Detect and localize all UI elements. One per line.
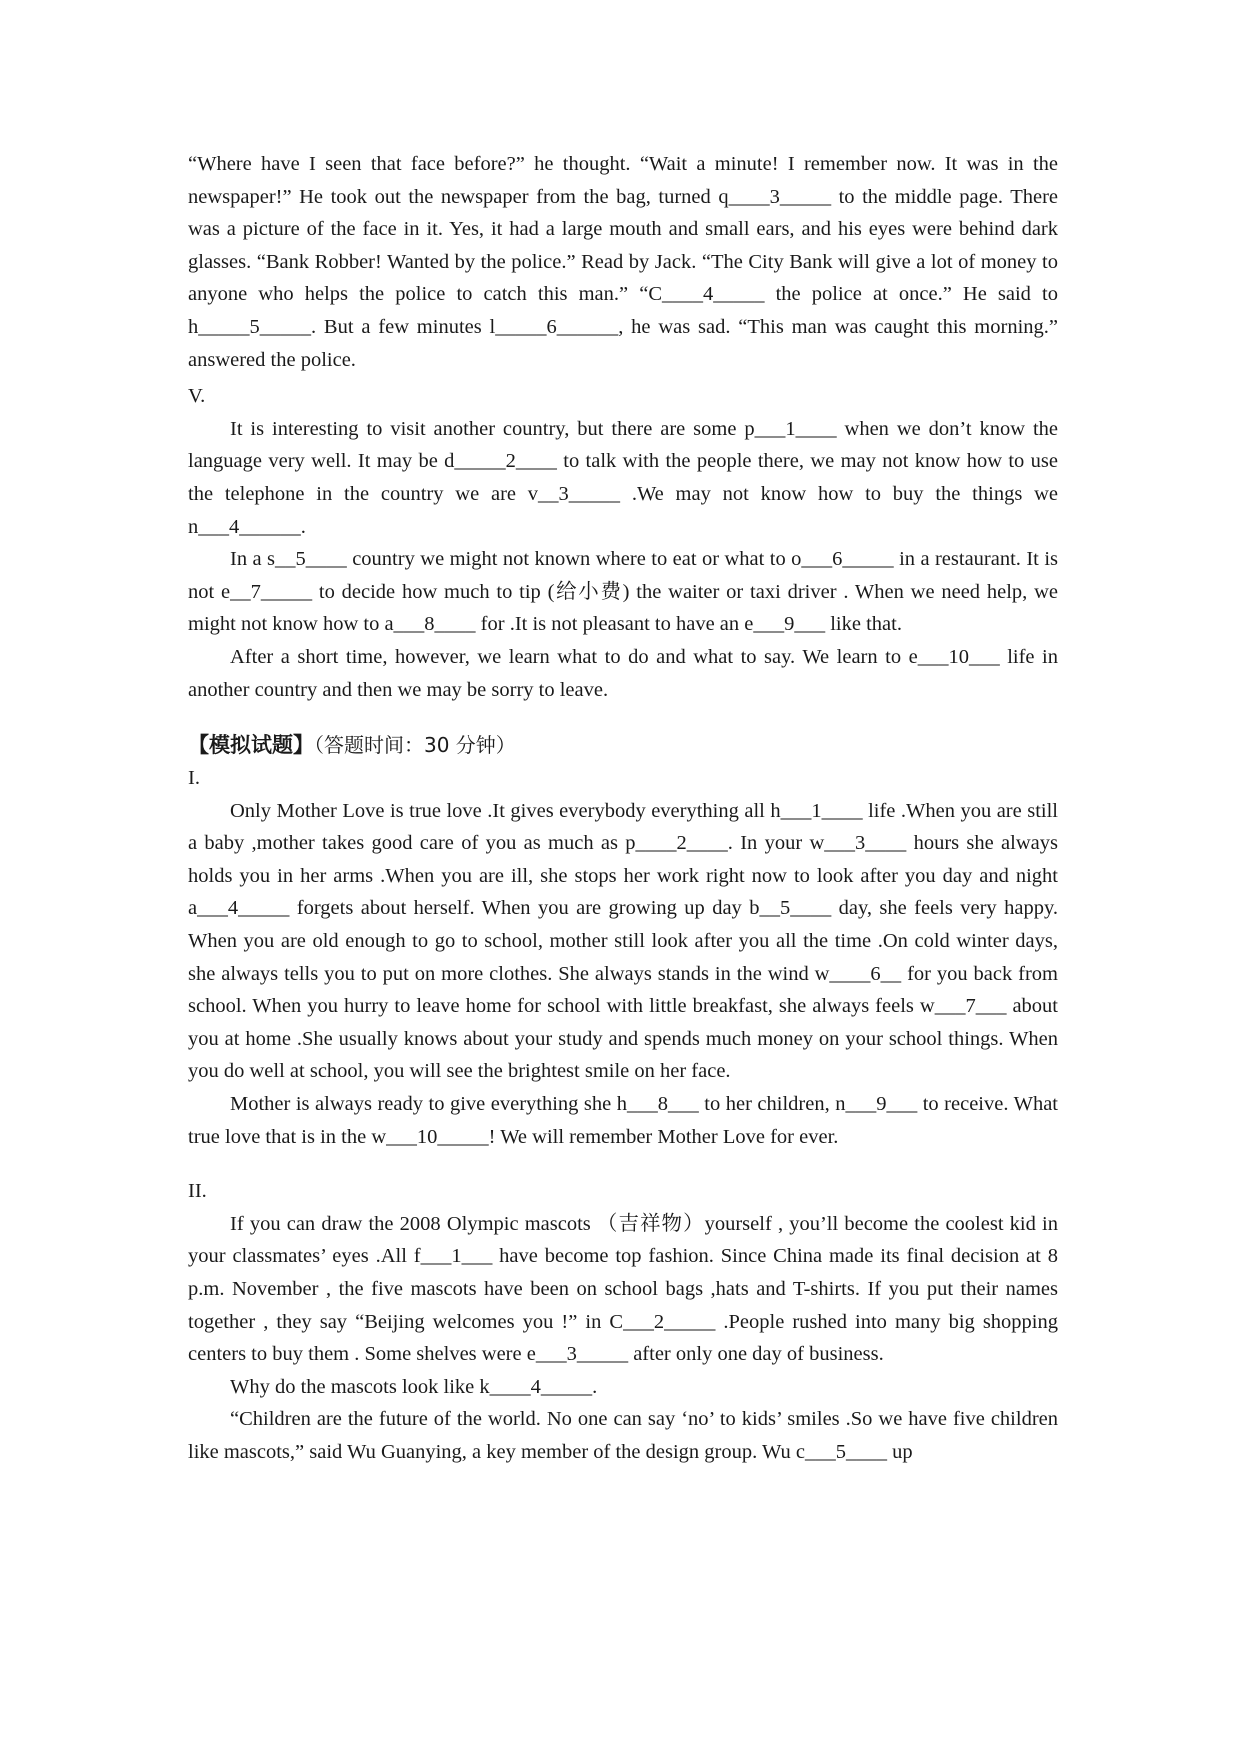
section-v-paragraph-1: It is interesting to visit another country, but there are some p___1____ when we don’t know the language very well. It may be d_____2____ to talk with the people there, we may not know how to use the telephone in the country we are v__3_____ .We may not know how to buy the things we n___4______.: [188, 417, 1058, 538]
mock-test-title: 【模拟试题】: [188, 733, 314, 758]
section-ii-label: II.: [188, 1180, 207, 1203]
section-ii-paragraph-2: Why do the mascots look like k____4_____.: [230, 1375, 598, 1398]
document-page: [188, 148, 1058, 1469]
section-i-paragraph-1: Only Mother Love is true love .It gives everybody everything all h___1____ life .When you are still a baby ,mother takes good care of you as much as p____2____. In your w___3____ hours she always holds you in her arms .When you are ill, she stops her work right now to look after you day and night a___4_____ forgets about herself. When you are growing up day b__5____ day, she feels very happy. When you are old enough to go to school, mother still look after you all the time .On cold winter days, she always tells you to put on more clothes. She always stands in the wind w____6__ for you back from school. When you hurry to leave home for school with little breakfast, she always feels w___7___ about you at home .She usually knows about your study and spends much money on your school things. When you do well at school, you will see the brightest smile on her face.: [188, 799, 1058, 1083]
section-i-label: I.: [188, 767, 200, 790]
section-v-paragraph-3: After a short time, however, we learn what to do and what to say. We learn to e___10___ life in another country and then we may be sorry to leave.: [188, 645, 1058, 701]
section-ii-paragraph-1: If you can draw the 2008 Olympic mascots （吉祥物）yourself , you’ll become the coolest kid in your classmates’ eyes .All f___1___ have become top fashion. Since China made its final decision at 8 p.m. November , the five mascots have been on school bags ,hats and T-shirts. If you put their names together , they say “Beijing welcomes you !” in C___2_____ .People rushed into many big shopping centers to buy them . Some shelves were e___3_____ after only one day of business.: [188, 1212, 1058, 1366]
section-i-paragraph-2: Mother is always ready to give everything she h___8___ to her children, n___9___ to receive. What true love that is in the w___10_____! We will remember Mother Love for ever.: [188, 1093, 1058, 1148]
section-iv-continuation: “Where have I seen that face before?” he thought. “Wait a minute! I remember now. It was in the newspaper!” He took out the newspaper from the bag, turned q____3_____ to the middle page. There was a picture of the face in it. Yes, it had a large mouth and small ears, and his eyes were behind dark glasses. “Bank Robber! Wanted by the police.” Read by Jack. “The City Bank will give a lot of money to anyone who helps the police to catch this man.” “C____4_____ the police at once.” He said to h_____5_____. But a few minutes l_____6______, he was sad. “This man was caught this morning.” answered the police.: [188, 153, 1058, 371]
mock-test-time: （答题时间：30 分钟）: [314, 733, 516, 758]
section-v-paragraph-2: In a s__5____ country we might not known where to eat or what to o___6_____ in a restaurant. It is not e__7_____ to decide how much to tip (给小费) the waiter or taxi driver . When we need help, we might not know how to a___8____ for .It is not pleasant to have an e___9___ like that.: [188, 548, 1058, 636]
section-ii-paragraph-3: “Children are the future of the world. No one can say ‘no’ to kids’ smiles .So we have five children like mascots,” said Wu Guanying, a key member of the design group. Wu c___5____ up: [188, 1408, 1058, 1463]
section-v-label: V.: [188, 385, 206, 408]
mock-test-heading: [188, 728, 1058, 762]
